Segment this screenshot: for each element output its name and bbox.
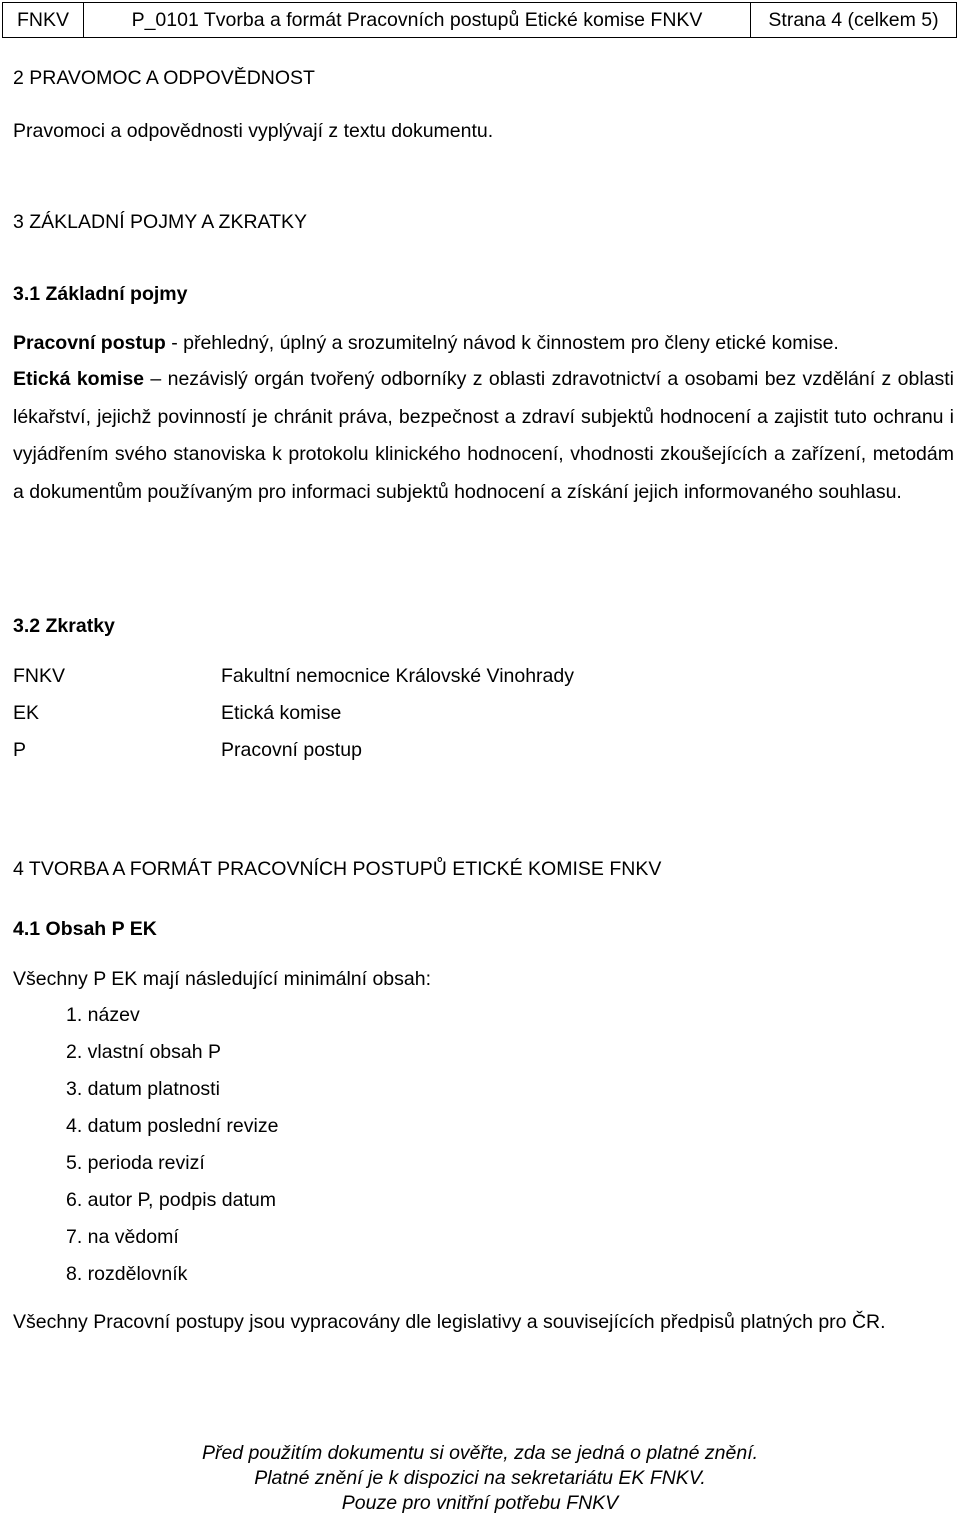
section-3-heading: 3 ZÁKLADNÍ POJMY A ZKRATKY <box>13 211 308 233</box>
list-item: 2. vlastní obsah P <box>66 1041 222 1063</box>
definition-eticka-komise <box>13 361 954 511</box>
list-item: 7. na vědomí <box>66 1226 179 1248</box>
section-2-heading: 2 PRAVOMOC A ODPOVĚDNOST <box>13 67 315 89</box>
definition-text: - přehledný, úplný a srozumitelný návod k činnostem pro členy etické komise. <box>165 332 839 354</box>
footer-line: Platné znění je k dispozici na sekretariátu EK FNKV. <box>254 1467 706 1489</box>
footer-line: Pouze pro vnitřní potřebu FNKV <box>341 1492 619 1514</box>
list-item: 3. datum platnosti <box>66 1078 220 1100</box>
abbreviation: EK <box>13 702 40 724</box>
header-page-info: Strana 4 (celkem 5) <box>768 8 939 31</box>
footer-line: Před použitím dokumentu si ověřte, zda se jedná o platné znění. <box>201 1442 759 1464</box>
minimum-content-list <box>66 1003 278 1299</box>
abbreviation: FNKV <box>13 665 66 687</box>
page-footer <box>0 1441 960 1516</box>
abbreviation-meaning: Pracovní postup <box>221 739 362 761</box>
definition-text: – nezávislý orgán tvořený odborníky z oblasti zdravotnictví a osobami bez vzdělání z oblasti lékařství, jejichž povinností je chránit práva, bezpečnost a zdraví subjektů hodnocení a zajistit tuto ochranu i vyjádřením svého stanoviska k protokolu klinického hodnocení, vhodnosti zkoušejících a zařízení, metodám a dokumentům používaným pro informaci subjektů hodnocení a získání jejich informovaného souhlasu. <box>13 368 954 503</box>
header-org: FNKV <box>3 3 84 37</box>
section-4-heading: 4 TVORBA A FORMÁT PRACOVNÍCH POSTUPŮ ETICKÉ KOMISE FNKV <box>13 858 662 880</box>
section-3-1-heading: 3.1 Základní pojmy <box>13 283 188 305</box>
page-header <box>2 2 957 38</box>
list-item: 1. název <box>66 1004 140 1026</box>
section-3-2-heading: 3.2 Zkratky <box>13 615 115 637</box>
abbreviation-meaning: Etická komise <box>221 702 342 724</box>
abbreviation-meaning: Fakultní nemocnice Královské Vinohrady <box>221 665 574 687</box>
abbreviation: P <box>13 739 27 761</box>
header-doc-title: P_0101 Tvorba a formát Pracovních postupů Etické komise FNKV <box>84 3 751 37</box>
content-intro: Všechny P EK mají následující minimální obsah: <box>13 968 432 990</box>
list-item: 5. perioda revizí <box>66 1152 205 1174</box>
list-item: 6. autor P, podpis datum <box>66 1189 276 1211</box>
list-item: 8. rozdělovník <box>66 1263 188 1285</box>
list-item: 4. datum poslední revize <box>66 1115 279 1137</box>
definition-term: Etická komise <box>13 368 145 390</box>
definition-pracovni-postup <box>13 334 839 354</box>
definition-term: Pracovní postup <box>13 332 166 354</box>
section-2-text: Pravomoci a odpovědnosti vyplývají z textu dokumentu. <box>13 120 494 142</box>
section-4-1-heading: 4.1 Obsah P EK <box>13 918 157 940</box>
closing-paragraph: Všechny Pracovní postupy jsou vypracovány dle legislativy a souvisejících předpisů platných pro ČR. <box>13 1311 886 1333</box>
